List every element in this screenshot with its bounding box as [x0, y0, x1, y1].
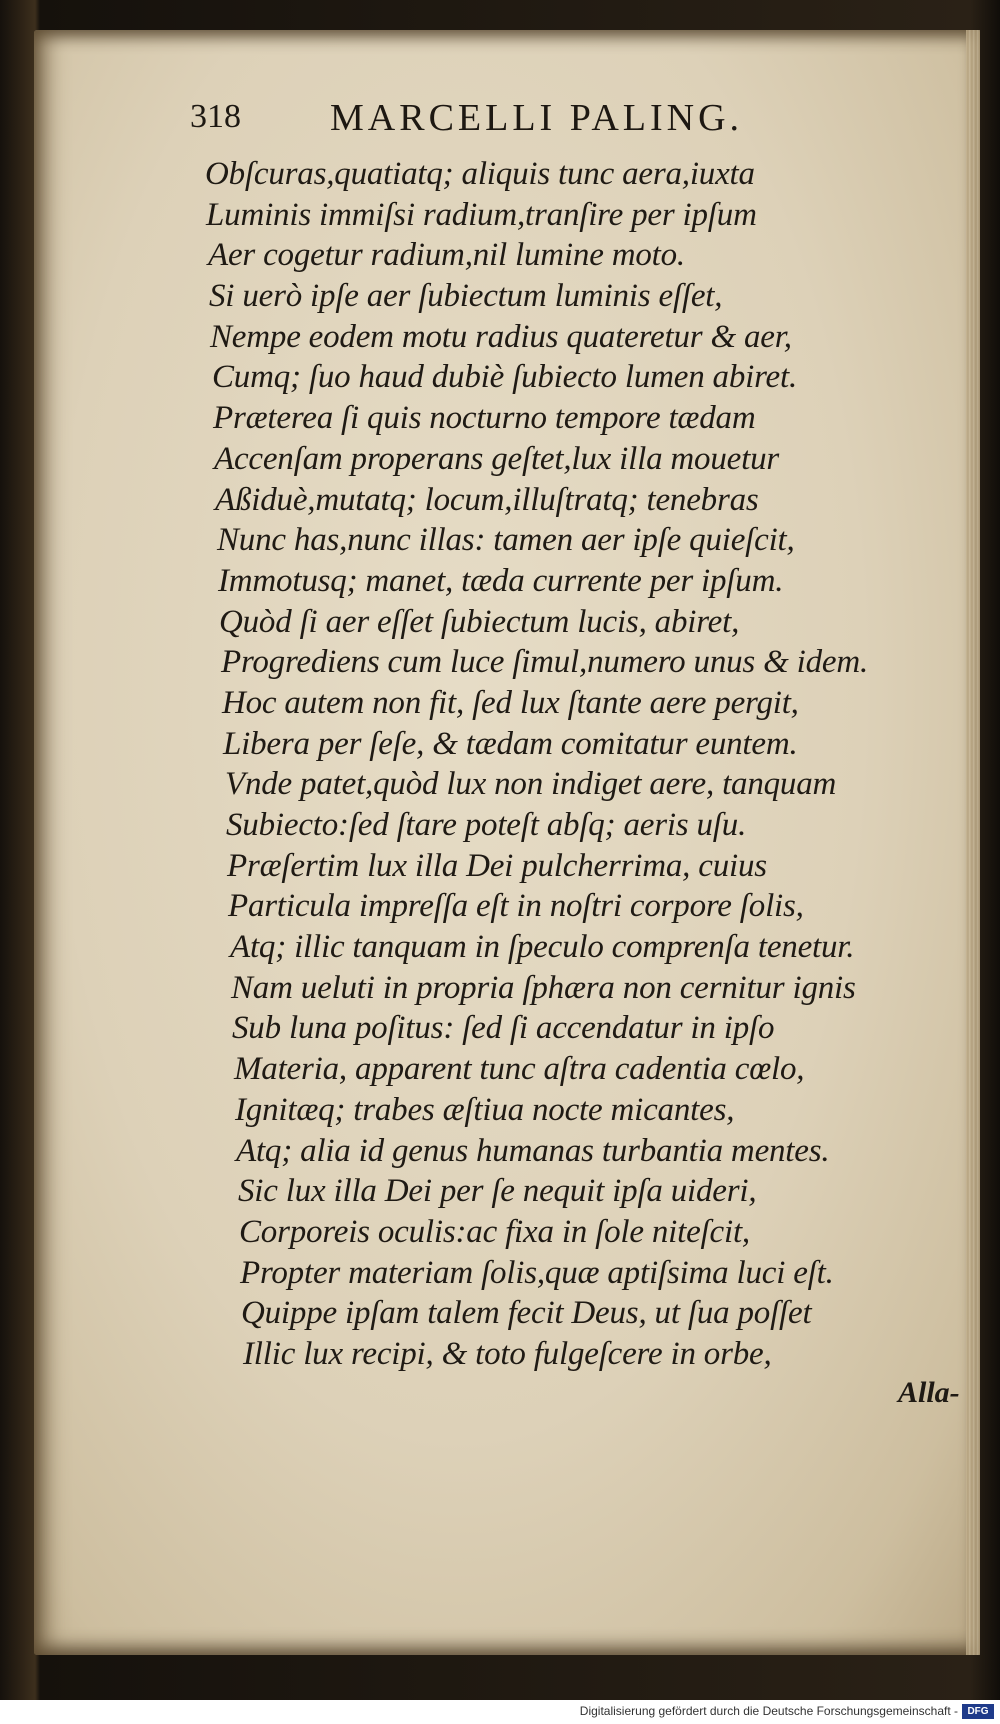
verse-line: Ignitæq; trabes æſtiua nocte micantes, [235, 1091, 735, 1128]
verse-line: Nam ueluti in propria ſphæra non cernitur ignis [231, 969, 856, 1006]
page-edge [966, 30, 980, 1655]
verse-line: Aßiduè,mutatq; locum,illuſtratq; tenebras [215, 481, 759, 518]
verse-line: Subiecto:ſed ſtare poteſt abſq; aeris uſu. [226, 807, 747, 843]
verse-line: Præſertim lux illa Dei pulcherrima, cuius [227, 847, 767, 884]
verse-line: Immotusq; manet, tæda currente per ipſum. [218, 562, 784, 599]
catchword: Alla- [898, 1376, 960, 1409]
verse-line: Accenſam properans geſtet,lux illa mouetur [214, 440, 780, 477]
verse-block [205, 154, 885, 1375]
verse-line: Quòd ſi aer eſſet ſubiectum lucis, abiret, [219, 603, 740, 640]
verse-line: Si uerò ipſe aer ſubiectum luminis eſſet, [209, 278, 723, 315]
dfg-logo: DFG [962, 1704, 994, 1719]
verse-line: Corporeis oculis:ac fixa in ſole niteſcit, [239, 1213, 750, 1250]
verse-line: Atq; illic tanquam in ſpeculo comprenſa tenetur. [230, 929, 855, 966]
verse-line: Aer cogetur radium,nil lumine moto. [208, 237, 685, 274]
verse-line: Libera per ſeſe, & tædam comitatur euntem. [223, 725, 798, 762]
verse-line: Luminis immiſsi radium,tranſire per ipſum [206, 196, 757, 233]
verse-line: Particula impreſſa eſt in noſtri corpore ſolis, [228, 888, 804, 925]
verse-line: Sub luna poſitus: ſed ſi accendatur in ipſo [232, 1010, 775, 1047]
verse-line: Materia, apparent tunc aſtra cadentia cœlo, [234, 1051, 805, 1088]
verse-line: Quippe ipſam talem fecit Deus, ut ſua poſſet [241, 1295, 812, 1332]
running-head: MARCELLI PALING. [330, 97, 744, 139]
verse-line: Præterea ſi quis nocturno tempore tædam [213, 400, 756, 437]
verse-line: Progrediens cum luce ſimul,numero unus & idem. [221, 644, 869, 681]
verse-line: Obſcuras,quatiatq; aliquis tunc aera,iuxta [205, 156, 755, 192]
verse-line: Vnde patet,quòd lux non indiget aere, tanquam [225, 766, 837, 803]
verse-line: Nempe eodem motu radius quateretur & aer, [210, 318, 792, 355]
footer-bar [0, 1700, 1000, 1724]
verse-line: Propter materiam ſolis,quæ aptiſsima luci eſt. [240, 1254, 834, 1291]
verse-line: Atq; alia id genus humanas turbantia mentes. [236, 1132, 830, 1169]
verse-line: Cumq; ſuo haud dubiè ſubiecto lumen abiret. [212, 359, 798, 396]
verse-line: Sic lux illa Dei per ſe nequit ipſa uideri, [238, 1173, 757, 1210]
page-header [190, 90, 810, 150]
verse-line: Nunc has,nunc illas: tamen aer ipſe quieſcit, [217, 522, 795, 559]
footer-credit: Digitalisierung gefördert durch die Deutsche Forschungsgemeinschaft - [579, 1704, 958, 1718]
verse-line: Illic lux recipi, & toto fulgeſcere in orbe, [243, 1335, 772, 1372]
page-number: 318 [190, 98, 241, 135]
verse-line: Hoc autem non fit, ſed lux ſtante aere pergit, [222, 684, 799, 721]
